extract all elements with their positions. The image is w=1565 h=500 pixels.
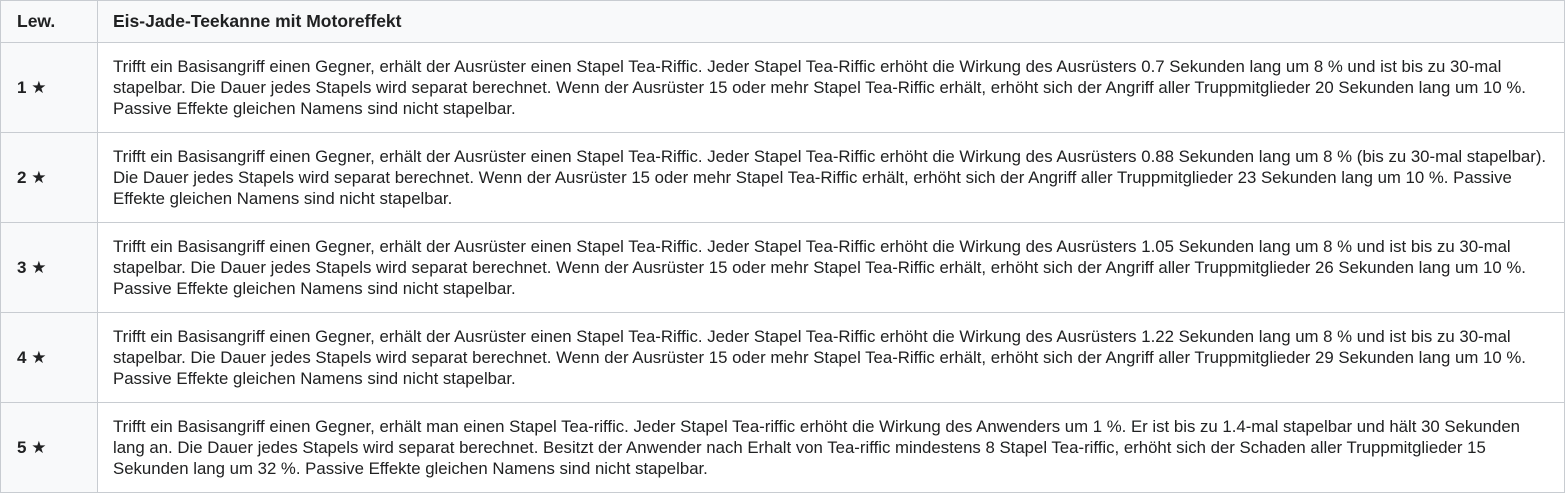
level-number: 5: [17, 437, 27, 457]
level-number: 1: [17, 77, 27, 97]
effect-description: Trifft ein Basisangriff einen Gegner, erhält der Ausrüster einen Stapel Tea-Riffic. Jeder Stapel Tea-Riffic erhöht die Wirkung des Ausrüsters 1.05 Sekunden lang um 8 % und ist bis zu 30-mal stapelbar. Die Dauer jedes Stapels wird separat berechnet. Wenn der Ausrüster 15 oder mehr Stapel Tea-Riffic erhält, erhöht sich der Angriff aller Truppmitglieder 26 Sekunden lang um 10 %. Passive Effekte gleichen Namens sind nicht stapelbar.: [98, 223, 1565, 313]
level-cell: [1, 403, 98, 493]
star-icon: ★: [31, 257, 47, 278]
table-row: [1, 313, 1565, 403]
level-cell: [1, 313, 98, 403]
effect-description: Trifft ein Basisangriff einen Gegner, erhält der Ausrüster einen Stapel Tea-Riffic. Jeder Stapel Tea-Riffic erhöht die Wirkung des Ausrüsters 0.88 Sekunden lang um 8 % (bis zu 30-mal stapelbar). Die Dauer jedes Stapels wird separat berechnet. Wenn der Ausrüster 15 oder mehr Stapel Tea-Riffic erhält, erhöht sich der Angriff aller Truppmitglieder 23 Sekunden lang um 10 %. Passive Effekte gleichen Namens sind nicht stapelbar.: [98, 133, 1565, 223]
column-header-item-name: Eis-Jade-Teekanne mit Motoreffekt: [98, 1, 1565, 43]
table-row: [1, 403, 1565, 493]
level-cell: [1, 223, 98, 313]
star-icon: ★: [31, 77, 47, 98]
star-icon: ★: [31, 437, 47, 458]
star-icon: ★: [31, 167, 47, 188]
effect-description: Trifft ein Basisangriff einen Gegner, erhält der Ausrüster einen Stapel Tea-Riffic. Jeder Stapel Tea-Riffic erhöht die Wirkung des Ausrüsters 0.7 Sekunden lang um 8 % und ist bis zu 30-mal stapelbar. Die Dauer jedes Stapels wird separat berechnet. Wenn der Ausrüster 15 oder mehr Stapel Tea-Riffic erhält, erhöht sich der Angriff aller Truppmitglieder 20 Sekunden lang um 10 %. Passive Effekte gleichen Namens sind nicht stapelbar.: [98, 43, 1565, 133]
effect-description: Trifft ein Basisangriff einen Gegner, erhält der Ausrüster einen Stapel Tea-Riffic. Jeder Stapel Tea-Riffic erhöht die Wirkung des Ausrüsters 1.22 Sekunden lang um 8 % und ist bis zu 30-mal stapelbar. Die Dauer jedes Stapels wird separat berechnet. Wenn der Ausrüster 15 oder mehr Stapel Tea-Riffic erhält, erhöht sich der Angriff aller Truppmitglieder 29 Sekunden lang um 10 %. Passive Effekte gleichen Namens sind nicht stapelbar.: [98, 313, 1565, 403]
table-header-row: [1, 1, 1565, 43]
level-number: 2: [17, 167, 27, 187]
table-row: [1, 133, 1565, 223]
table-row: [1, 223, 1565, 313]
star-icon: ★: [31, 347, 47, 368]
table-row: [1, 43, 1565, 133]
level-cell: [1, 133, 98, 223]
column-header-level: Lew.: [1, 1, 98, 43]
level-number: 3: [17, 257, 27, 277]
level-cell: [1, 43, 98, 133]
effect-description: Trifft ein Basisangriff einen Gegner, erhält man einen Stapel Tea-riffic. Jeder Stapel Tea-riffic erhöht die Wirkung des Anwenders um 1 %. Er ist bis zu 1.4-mal stapelbar und hält 30 Sekunden lang an. Die Dauer jedes Stapels wird separat berechnet. Besitzt der Anwender nach Erhalt von Tea-riffic mindestens 8 Stapel Tea-riffic, erhöht sich der Schaden aller Truppmitglieder 15 Sekunden lang um 32 %. Passive Effekte gleichen Namens sind nicht stapelbar.: [98, 403, 1565, 493]
level-number: 4: [17, 347, 27, 367]
